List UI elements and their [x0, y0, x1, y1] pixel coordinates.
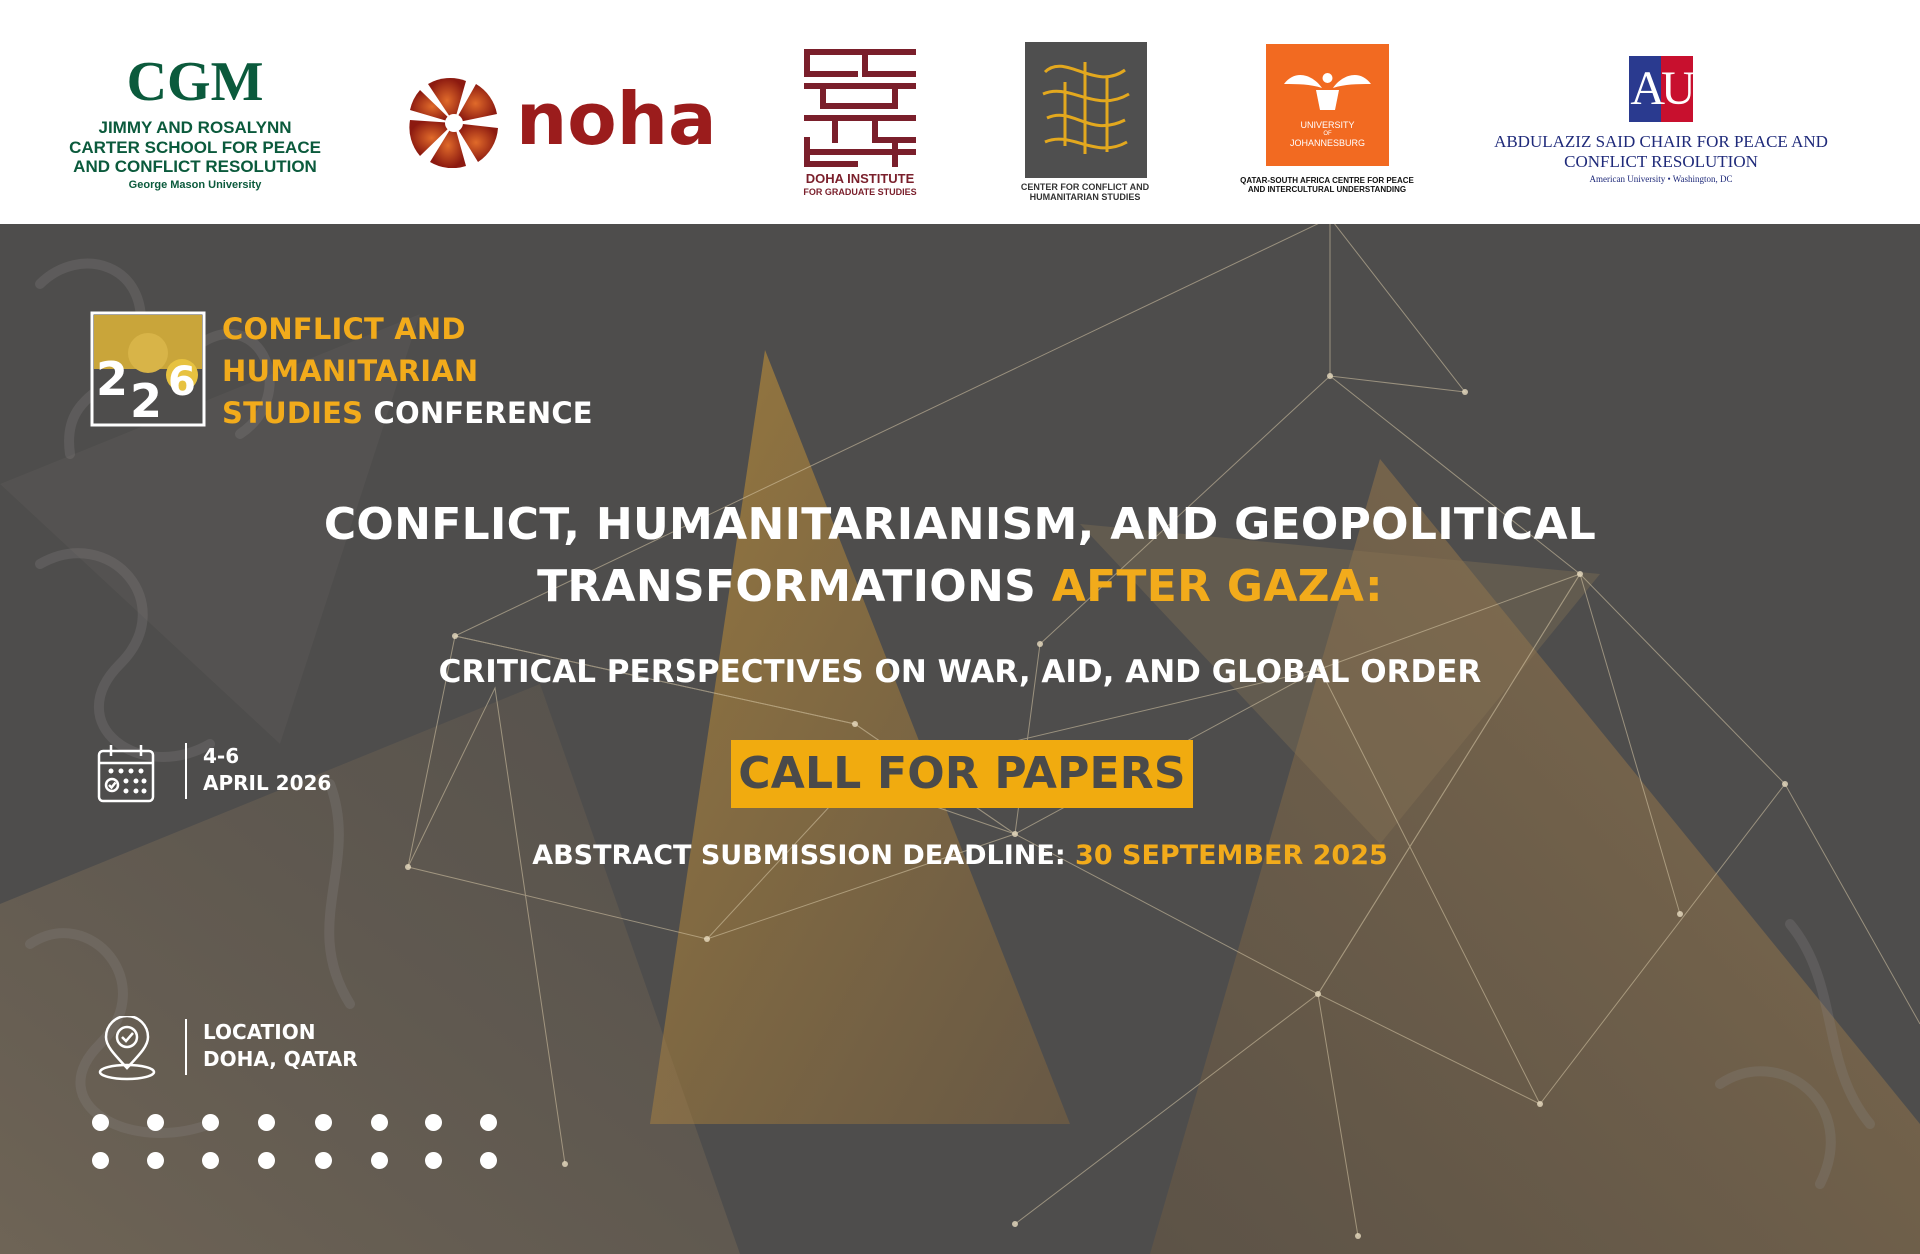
dot — [147, 1152, 164, 1169]
dot — [202, 1114, 219, 1131]
carter-university: George Mason University — [128, 178, 262, 191]
uj-caption-2: AND INTERCULTURAL UNDERSTANDING — [1247, 185, 1407, 195]
dot — [315, 1114, 332, 1131]
uj-badge-line-1: UNIVERSITY — [1300, 120, 1355, 130]
headline-subtitle: CRITICAL PERSPECTIVES ON WAR, AID, AND GLOBAL ORDER — [438, 654, 1482, 690]
conference-year-logo — [90, 311, 206, 427]
doha-line-1: DOHA INSTITUTE — [805, 171, 915, 186]
svg-text:2: 2 — [130, 374, 163, 427]
location-pin-icon — [96, 1016, 158, 1082]
brand-line-1: CONFLICT AND — [222, 312, 466, 346]
dot — [425, 1114, 442, 1131]
uj-badge — [1266, 44, 1389, 166]
uj-centre-logo — [1230, 44, 1424, 204]
event-dates — [203, 743, 331, 797]
brand-line-3-white: CONFERENCE — [363, 396, 593, 430]
carter-line-3: AND CONFLICT RESOLUTION — [73, 157, 317, 177]
noha-mark-icon — [408, 78, 500, 168]
cchs-line-1: CENTER FOR CONFLICT AND — [1020, 182, 1150, 192]
uj-badge-line-2: OF — [1323, 131, 1332, 137]
carter-line-1: JIMMY AND ROSALYNN — [98, 118, 292, 137]
main-headline — [0, 494, 1920, 618]
dot — [258, 1114, 275, 1131]
headline-line-2-accent: AFTER GAZA: — [1051, 561, 1383, 612]
location-separator — [185, 1019, 187, 1075]
dot — [480, 1152, 497, 1169]
uj-caption-1: QATAR-SOUTH AFRICA CENTRE FOR PEACE — [1240, 176, 1414, 185]
au-line-3: American University • Washington, DC — [1589, 174, 1733, 184]
conference-brand-title — [222, 308, 593, 434]
cchs-line-2: HUMANITARIAN STUDIES — [1029, 192, 1141, 203]
carter-line-2: CARTER SCHOOL FOR PEACE — [69, 137, 321, 157]
au-monogram-icon: AU — [1629, 56, 1693, 122]
au-chair-logo — [1488, 54, 1834, 194]
dot — [92, 1152, 109, 1169]
svg-text:2: 2 — [96, 352, 129, 406]
call-for-papers-button[interactable]: CALL FOR PAPERS — [731, 740, 1193, 808]
noha-wordmark: noha — [516, 77, 717, 161]
dot — [315, 1152, 332, 1169]
svg-text:6: 6 — [168, 359, 196, 405]
carter-monogram-icon — [60, 48, 330, 114]
au-line-2: CONFLICT RESOLUTION — [1564, 152, 1758, 171]
dot — [202, 1152, 219, 1169]
deadline-date: 30 SEPTEMBER 2025 — [1075, 840, 1388, 871]
calendar-icon — [96, 743, 156, 805]
cchs-logo — [1020, 40, 1160, 210]
uj-crest-icon — [1266, 54, 1389, 124]
cchs-emblem-icon — [1025, 42, 1147, 178]
doha-calligraphy-icon — [795, 44, 925, 172]
uj-badge-line-3: JOHANNESBURG — [1289, 138, 1365, 148]
doha-line-2: FOR GRADUATE STUDIES — [803, 186, 917, 197]
deadline-label: ABSTRACT SUBMISSION DEADLINE: — [532, 840, 1076, 871]
dot — [480, 1114, 497, 1131]
dot — [92, 1114, 109, 1131]
hero-section — [0, 224, 1920, 1254]
headline-line-1: CONFLICT, HUMANITARIANISM, AND GEOPOLITICAL — [323, 499, 1597, 550]
headline-line-2-white: TRANSFORMATIONS — [537, 561, 1052, 612]
dot — [147, 1114, 164, 1131]
event-location — [203, 1019, 358, 1073]
brand-line-3-accent: STUDIES — [222, 396, 364, 430]
partner-logo-bar — [0, 0, 1920, 224]
location-city: DOHA, QATAR — [203, 1047, 358, 1071]
au-line-1: ABDULAZIZ SAID CHAIR FOR PEACE AND — [1494, 132, 1828, 151]
doha-institute-logo — [795, 44, 925, 204]
event-dates-days: 4-6 — [203, 744, 240, 768]
date-separator — [185, 743, 187, 799]
brand-line-2: HUMANITARIAN — [222, 354, 479, 388]
noha-logo — [408, 77, 717, 168]
dot — [371, 1114, 388, 1131]
carter-school-logo — [60, 48, 330, 198]
dot — [371, 1152, 388, 1169]
svg-text:CGM: CGM — [126, 51, 264, 113]
location-label: LOCATION — [203, 1020, 316, 1044]
dot — [258, 1152, 275, 1169]
dot — [425, 1152, 442, 1169]
event-dates-month: APRIL 2026 — [203, 771, 332, 795]
submission-deadline — [0, 840, 1920, 871]
